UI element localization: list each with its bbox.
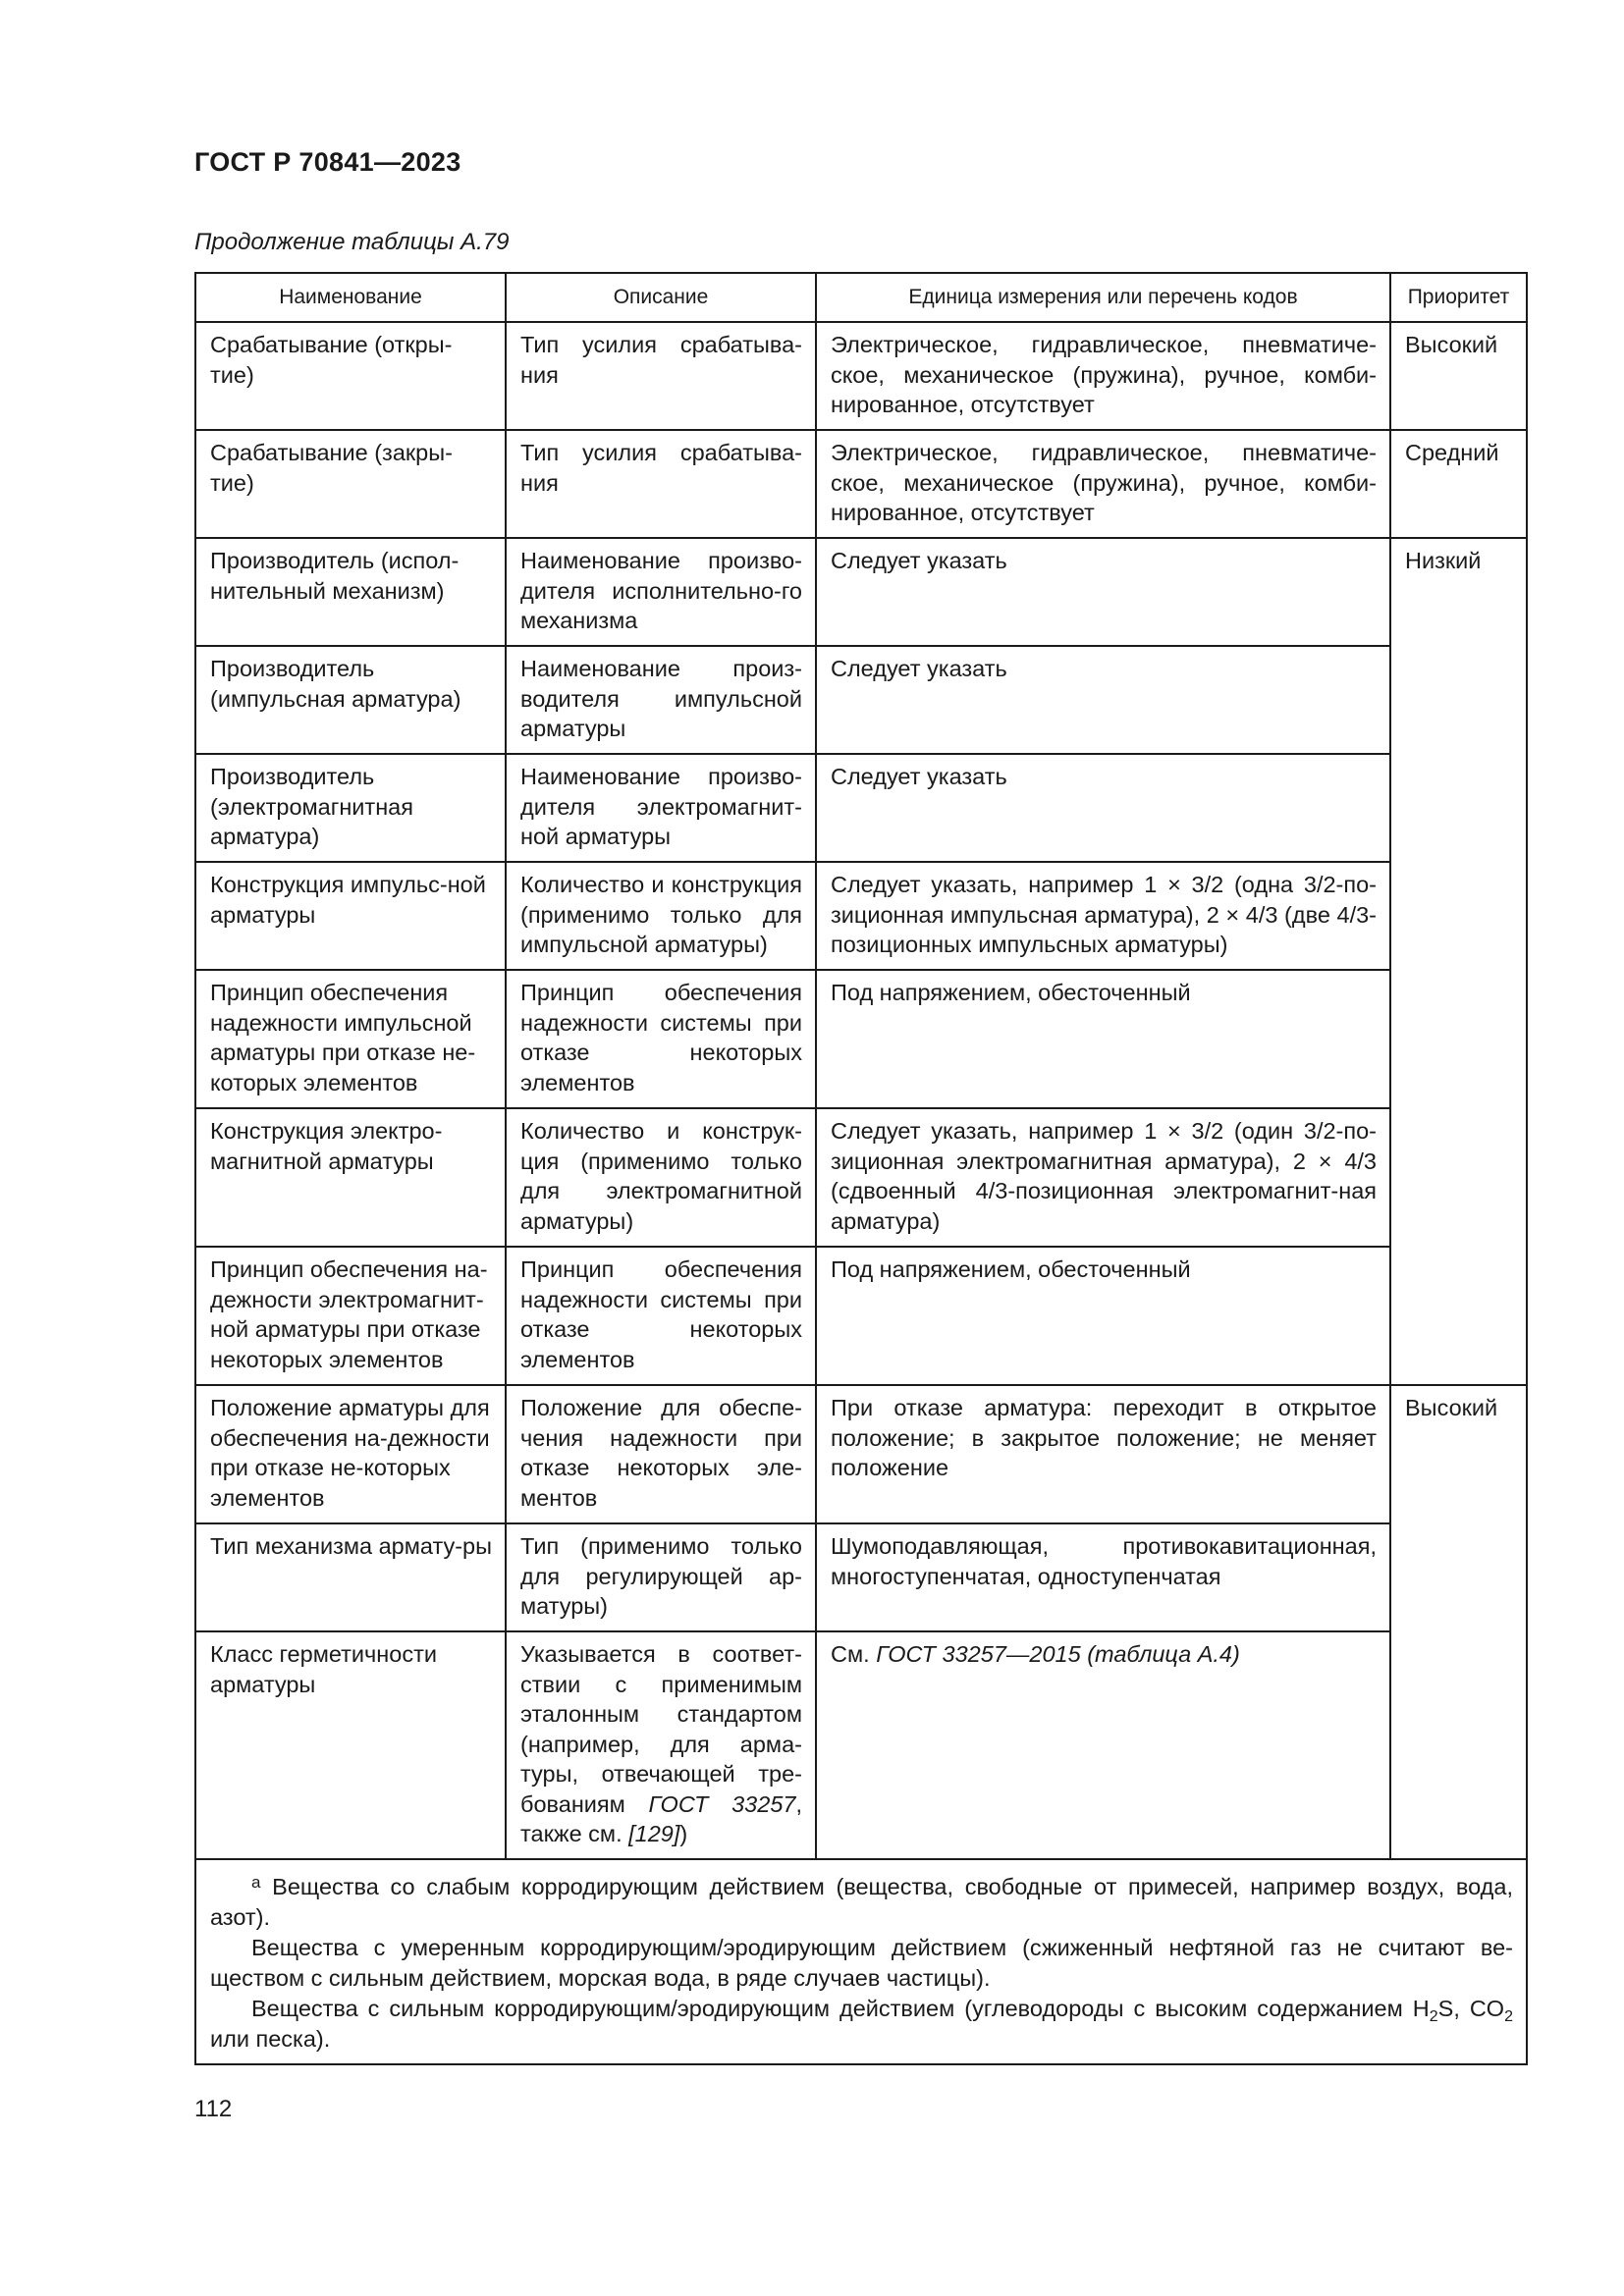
cell-unit: При отказе арматура: переходит в открытое положение; в закрытое положение; не меняет положение xyxy=(816,1385,1390,1523)
cell-text: Указывается в соответ-ствии с применимым эталонным стандартом (например, для арма-туры, отвечающей тре-бованиям xyxy=(520,1641,802,1817)
table-row xyxy=(195,1523,1527,1631)
table-row xyxy=(195,754,1527,862)
standard-reference: ГОСТ 33257 xyxy=(648,1790,796,1817)
cell-description: Принцип обеспечения надежности системы при отказе некоторых элементов xyxy=(506,970,816,1108)
cell-unit: Шумоподавляющая, противокавитационная, многоступенчатая, одноступенчатая xyxy=(816,1523,1390,1631)
subscript: 2 xyxy=(1504,2008,1513,2025)
cell-description: Количество и конструкция (применимо только для импульсной арматуры) xyxy=(506,862,816,970)
note-3-text: или песка). xyxy=(210,2026,331,2052)
subscript: 2 xyxy=(1429,2008,1438,2025)
table-row xyxy=(195,646,1527,754)
cell-unit: Под напряжением, обесточенный xyxy=(816,970,1390,1108)
cell-text: ) xyxy=(679,1821,688,1846)
note-3-text: S, CO xyxy=(1437,1996,1505,2021)
cell-name: Класс герметичности арматуры xyxy=(195,1631,506,1859)
cell-name: Положение арматуры для обеспечения на-дежности при отказе не-которых элементов xyxy=(195,1385,506,1523)
cell-priority: Высокий xyxy=(1390,1385,1527,1859)
column-header-name: Наименование xyxy=(195,273,506,322)
cell-name: Срабатывание (закры-тие) xyxy=(195,430,506,538)
standard-reference: ГОСТ 33257—2015 (таблица А.4) xyxy=(876,1641,1240,1667)
cell-unit: Электрическое, гидравлическое, пневматиче-ское, механическое (пружина), ручное, комби-нированное, отсутствует xyxy=(816,322,1390,430)
cell-name: Принцип обеспечения на-дежности электромагнит-ной арматуры при отказе некоторых элементов xyxy=(195,1247,506,1385)
table-row xyxy=(195,538,1527,646)
table-notes xyxy=(195,1859,1527,2064)
cell-description: Количество и конструк-ция (применимо только для электромагнитной арматуры) xyxy=(506,1108,816,1247)
cell-name: Конструкция импульс-ной арматуры xyxy=(195,862,506,970)
cell-description: Наименование произво-дителя исполнительно-го механизма xyxy=(506,538,816,646)
cell-description: Тип (применимо только для регулирующей ар-матуры) xyxy=(506,1523,816,1631)
cell-priority: Средний xyxy=(1390,430,1527,538)
cell-unit: Следует указать, например 1 × 3/2 (одна 3/2-по-зиционная импульсная арматура), 2 × 4/3 (две 4/3-позиционных импульсных арматуры) xyxy=(816,862,1390,970)
cell-name: Производитель (импульсная арматура) xyxy=(195,646,506,754)
cell-unit: Следует указать xyxy=(816,538,1390,646)
column-header-unit: Единица измерения или перечень кодов xyxy=(816,273,1390,322)
cell-text: См. xyxy=(831,1641,877,1667)
cell-description: Принцип обеспечения надежности системы при отказе некоторых элементов xyxy=(506,1247,816,1385)
table-row xyxy=(195,1385,1527,1523)
cell-description: Наименование произ-водителя импульсной арматуры xyxy=(506,646,816,754)
cell-description xyxy=(506,1631,816,1859)
parameters-table xyxy=(194,272,1528,2065)
table-header-row xyxy=(195,273,1527,322)
cell-name: Срабатывание (откры-тие) xyxy=(195,322,506,430)
page-number: 112 xyxy=(194,2096,233,2122)
cell-priority: Низкий xyxy=(1390,538,1527,1385)
cell-description: Тип усилия срабатыва-ния xyxy=(506,322,816,430)
cell-name: Производитель (электромагнитная арматура) xyxy=(195,754,506,862)
cell-name: Тип механизма армату-ры xyxy=(195,1523,506,1631)
column-header-description: Описание xyxy=(506,273,816,322)
column-header-priority: Приоритет xyxy=(1390,273,1527,322)
cell-unit: Следует указать xyxy=(816,646,1390,754)
cell-unit: Следует указать xyxy=(816,754,1390,862)
note-1-text: Вещества со слабым корродирующим действием (вещества, свободные от примесей, например воздух, вода, азот). xyxy=(210,1874,1513,1930)
table-caption: Продолжение таблицы А.79 xyxy=(194,229,510,255)
footnote-mark: а xyxy=(251,1873,261,1892)
document-id-header: ГОСТ Р 70841—2023 xyxy=(194,147,461,177)
cell-unit: Следует указать, например 1 × 3/2 (один 3/2-по-зиционная электромагнитная арматура), 2 × 4/3 (сдвоенный 4/3-позиционная электромагнит-ная арматура) xyxy=(816,1108,1390,1247)
cell-name: Производитель (испол-нительный механизм) xyxy=(195,538,506,646)
cell-name: Конструкция электро-магнитной арматуры xyxy=(195,1108,506,1247)
cell-description: Тип усилия срабатыва-ния xyxy=(506,430,816,538)
cell-name: Принцип обеспечения надежности импульсной арматуры при отказе не-которых элементов xyxy=(195,970,506,1108)
table-row xyxy=(195,1631,1527,1859)
note-3 xyxy=(210,1994,1513,2055)
table-row xyxy=(195,322,1527,430)
cell-priority: Высокий xyxy=(1390,322,1527,430)
cell-unit: Электрическое, гидравлическое, пневматиче-ское, механическое (пружина), ручное, комби-нированное, отсутствует xyxy=(816,430,1390,538)
bibliography-reference: [129] xyxy=(628,1821,680,1846)
cell-text: , также см. xyxy=(520,1790,802,1846)
note-2: Вещества с умеренным корродирующим/эродирующим действием (сжиженный нефтяной газ не считают ве-ществом с сильным действием, морская вода, в ряде случаев частицы). xyxy=(210,1935,1513,1991)
table-row xyxy=(195,970,1527,1108)
table-row xyxy=(195,1108,1527,1247)
note-3-text: Вещества с сильным корродирующим/эродирующим действием (углеводороды с высоким содержанием H xyxy=(251,1996,1430,2021)
cell-description: Наименование произво-дителя электромагнит-ной арматуры xyxy=(506,754,816,862)
cell-description: Положение для обеспе-чения надежности при отказе некоторых эле-ментов xyxy=(506,1385,816,1523)
notes-row xyxy=(195,1859,1527,2064)
note-1 xyxy=(210,1867,1513,1933)
cell-unit xyxy=(816,1631,1390,1859)
table-row xyxy=(195,862,1527,970)
cell-unit: Под напряжением, обесточенный xyxy=(816,1247,1390,1385)
table-row xyxy=(195,1247,1527,1385)
table-row xyxy=(195,430,1527,538)
